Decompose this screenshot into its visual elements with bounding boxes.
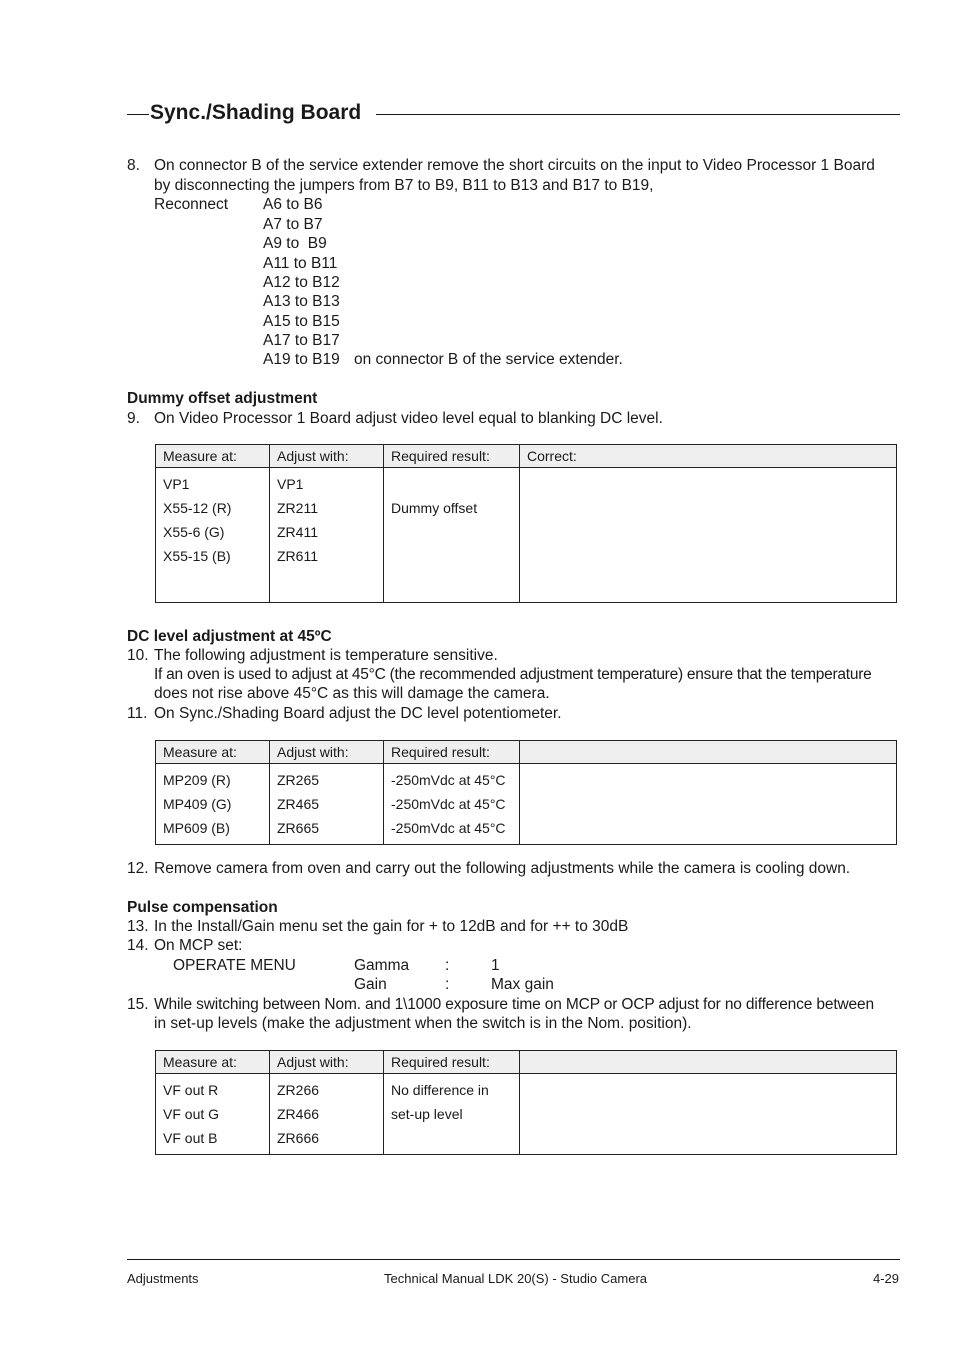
table-header-cell: Required result: (384, 445, 520, 468)
table-cell (384, 1074, 520, 1155)
table-header-row (156, 1051, 897, 1074)
table-header-row (156, 445, 897, 468)
step-text: The following adjustment is temperature sensitive. (154, 647, 498, 664)
table-header-cell: Correct: (520, 445, 897, 468)
table-header-cell (520, 1051, 897, 1074)
table-header-cell: Required result: (384, 741, 520, 764)
table-header-cell (520, 741, 897, 764)
step-number: 12. (127, 860, 149, 877)
table-cell (520, 764, 897, 845)
table-header-cell: Adjust with: (270, 741, 384, 764)
footer-rule (127, 1259, 900, 1260)
cell-line: ZR611 (277, 548, 318, 564)
cell-line: ZR211 (277, 500, 318, 516)
cell-line: MP209 (R) (163, 772, 231, 788)
cell-line: ZR665 (277, 820, 320, 836)
step-number: 10. (127, 647, 149, 664)
cell-line: VP1 (163, 476, 190, 492)
table-cell (384, 468, 520, 603)
cell-line: MP609 (B) (163, 820, 230, 836)
reconnect-pair: A9 to B9 (263, 235, 327, 252)
step-text: If an oven is used to adjust at 45°C (the recommended adjustment temperature) ensure that the temperature (154, 666, 872, 683)
header-rule-left (127, 114, 149, 115)
cell-line: X55-15 (B) (163, 548, 231, 564)
page-number: 4-29 (873, 1271, 900, 1286)
cell-line: VF out R (163, 1082, 219, 1098)
cell-line: ZR266 (277, 1082, 320, 1098)
table-cell (156, 468, 270, 603)
reconnect-pair: A11 to B11 (263, 255, 338, 272)
table-header-cell: Measure at: (156, 741, 270, 764)
table-cell (156, 1074, 270, 1155)
reconnect-pair: A6 to B6 (263, 196, 323, 213)
table-cell (270, 764, 384, 845)
step-text: On MCP set: (154, 937, 243, 954)
menu-label: OPERATE MENU (173, 957, 296, 974)
cell-line: VF out B (163, 1130, 218, 1146)
table-cell (270, 468, 384, 603)
table-header-row (156, 741, 897, 764)
cell-line: -250mVdc at 45°C (391, 772, 506, 788)
cell-line: Dummy offset (391, 500, 478, 516)
setting-value: 1 (491, 957, 500, 974)
cell-line: ZR411 (277, 524, 318, 540)
section-heading: DC level adjustment at 45ºC (127, 628, 332, 645)
cell-line: ZR666 (277, 1130, 320, 1146)
cell-line: X55-12 (R) (163, 500, 232, 516)
table-row (156, 468, 897, 603)
setting-name: Gamma (354, 957, 410, 974)
table-row (156, 1074, 897, 1155)
step-text: On Video Processor 1 Board adjust video level equal to blanking DC level. (154, 410, 663, 427)
step-text: Remove camera from oven and carry out the following adjustments while the camera is cooling down. (154, 860, 851, 877)
cell-line: No difference in (391, 1082, 489, 1098)
step-number: 15. (127, 996, 149, 1013)
cell-line: X55-6 (G) (163, 524, 225, 540)
step-number: 9. (127, 410, 140, 427)
cell-line: set-up level (391, 1106, 463, 1122)
cell-line: ZR465 (277, 796, 320, 812)
setting-separator: : (445, 957, 450, 974)
footer-manual-title: Technical Manual LDK 20(S) - Studio Camera (384, 1271, 648, 1286)
table-cell (520, 1074, 897, 1155)
step-text: While switching between Nom. and 1\1000 exposure time on MCP or OCP adjust for no difference between (154, 996, 874, 1013)
reconnect-pair: A7 to B7 (263, 216, 323, 233)
table-header-cell: Adjust with: (270, 1051, 384, 1074)
step-text: does not rise above 45°C as this will damage the camera. (154, 685, 550, 702)
step-text: by disconnecting the jumpers from B7 to B9, B11 to B13 and B17 to B19, (154, 177, 654, 194)
header-rule-right (376, 114, 900, 115)
reconnect-pair: A19 to B19 (263, 351, 340, 368)
dummy-offset-table (155, 444, 897, 603)
cell-line: MP409 (G) (163, 796, 232, 812)
step-text: On Sync./Shading Board adjust the DC level potentiometer. (154, 705, 562, 722)
table-header-cell: Adjust with: (270, 445, 384, 468)
reconnect-pair: A13 to B13 (263, 293, 340, 310)
table-header-cell: Required result: (384, 1051, 520, 1074)
step-number: 8. (127, 157, 140, 174)
page-title: Sync./Shading Board (150, 101, 362, 124)
section-heading: Pulse compensation (127, 899, 278, 916)
reconnect-pair: A12 to B12 (263, 274, 340, 291)
reconnect-tail: on connector B of the service extender. (354, 351, 623, 368)
dc-level-table (155, 740, 897, 845)
table-cell (270, 1074, 384, 1155)
footer-section: Adjustments (127, 1271, 199, 1286)
reconnect-pair: A17 to B17 (263, 332, 340, 349)
setting-name: Gain (354, 976, 387, 993)
step-text: In the Install/Gain menu set the gain for + to 12dB and for ++ to 30dB (154, 918, 629, 935)
step-number: 11. (127, 705, 148, 722)
reconnect-label: Reconnect (154, 196, 229, 213)
cell-line: -250mVdc at 45°C (391, 820, 506, 836)
table-row (156, 764, 897, 845)
reconnect-pair: A15 to B15 (263, 313, 340, 330)
table-cell (520, 468, 897, 603)
cell-spacer (391, 472, 512, 496)
section-heading: Dummy offset adjustment (127, 390, 318, 407)
cell-line: -250mVdc at 45°C (391, 796, 506, 812)
step-number: 14. (127, 937, 149, 954)
step-text: in set-up levels (make the adjustment when the switch is in the Nom. position). (154, 1015, 692, 1032)
table-cell (384, 764, 520, 845)
setting-value: Max gain (491, 976, 554, 993)
table-header-cell: Measure at: (156, 1051, 270, 1074)
table-cell (156, 764, 270, 845)
cell-line: ZR466 (277, 1106, 320, 1122)
setting-separator: : (445, 976, 450, 993)
cell-line: ZR265 (277, 772, 320, 788)
cell-line: VF out G (163, 1106, 220, 1122)
pulse-compensation-table (155, 1050, 897, 1155)
step-text: On connector B of the service extender remove the short circuits on the input to Video Processor 1 Board (154, 157, 875, 174)
cell-line: VP1 (277, 476, 304, 492)
step-number: 13. (127, 918, 149, 935)
table-header-cell: Measure at: (156, 445, 270, 468)
